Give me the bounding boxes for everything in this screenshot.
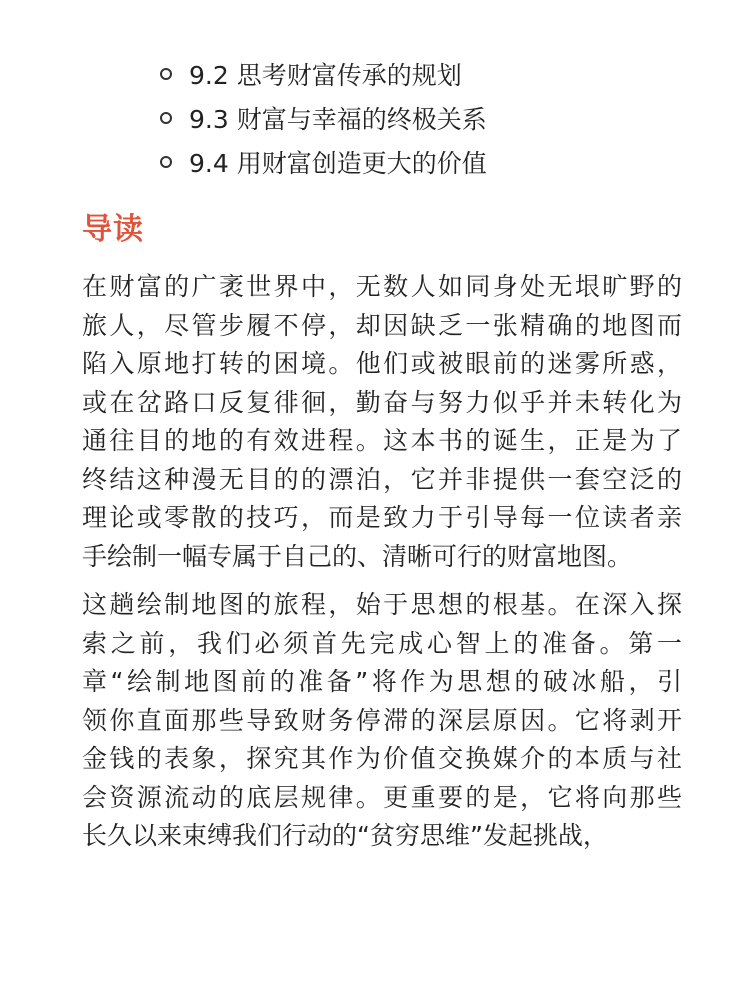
paragraph-line: 手绘制一幅专属于自己的、清晰可行的财富地图。 [82, 541, 633, 571]
toc-item-9-3[interactable] [160, 96, 487, 140]
article-body [82, 268, 682, 866]
toc-item-label: 9.3 财富与幸福的终极关系 [189, 105, 487, 134]
toc-item-9-2[interactable] [160, 52, 487, 96]
paragraph-line: 章“绘制地图前的准备”将作为思想的破冰船，引 [82, 667, 682, 696]
paragraph-line: 通往目的地的有效进程。这本书的诞生，正是为了 [82, 426, 682, 455]
paragraph-line: 在财富的广袤世界中，无数人如同身处无垠旷野的 [82, 272, 682, 301]
toc-item-label: 9.2 思考财富传承的规划 [189, 61, 462, 90]
paragraph-line: 索之前，我们必须首先完成心智上的准备。第一 [82, 628, 682, 658]
paragraph-intro [82, 268, 682, 576]
paragraph-line: 长久以来束缚我们行动的“贫穷思维”发起挑战， [82, 821, 608, 850]
paragraph-line: 金钱的表象，探究其作为价值交换媒介的本质与社 [82, 744, 682, 773]
hollow-circle-bullet-icon [160, 156, 172, 168]
paragraph-line: 这趟绘制地图的旅程，始于思想的根基。在深入探 [82, 590, 682, 619]
paragraph-line: 理论或零散的技巧，而是致力于引导每一位读者亲 [82, 503, 682, 532]
section-heading: 导读 [82, 212, 144, 247]
paragraph-line: 陷入原地打转的困境。他们或被眼前的迷雾所惑， [82, 349, 682, 378]
paragraph-line: 领你直面那些导致财务停滞的深层原因。它将剥开 [82, 705, 682, 735]
hollow-circle-bullet-icon [160, 112, 172, 124]
toc-item-9-4[interactable] [160, 140, 487, 184]
hollow-circle-bullet-icon [160, 68, 172, 80]
paragraph-line: 或在岔路口反复徘徊，勤奋与努力似乎并未转化为 [82, 387, 682, 417]
paragraph-line: 旅人，尽管步履不停，却因缺乏一张精确的地图而 [82, 310, 682, 340]
paragraph-line: 终结这种漫无目的的漂泊，它并非提供一套空泛的 [82, 464, 682, 494]
paragraph-line: 会资源流动的底层规律。更重要的是，它将向那些 [82, 782, 682, 812]
toc-item-label: 9.4 用财富创造更大的价值 [189, 149, 487, 178]
table-of-contents [160, 52, 487, 184]
paragraph-journey [82, 586, 682, 856]
